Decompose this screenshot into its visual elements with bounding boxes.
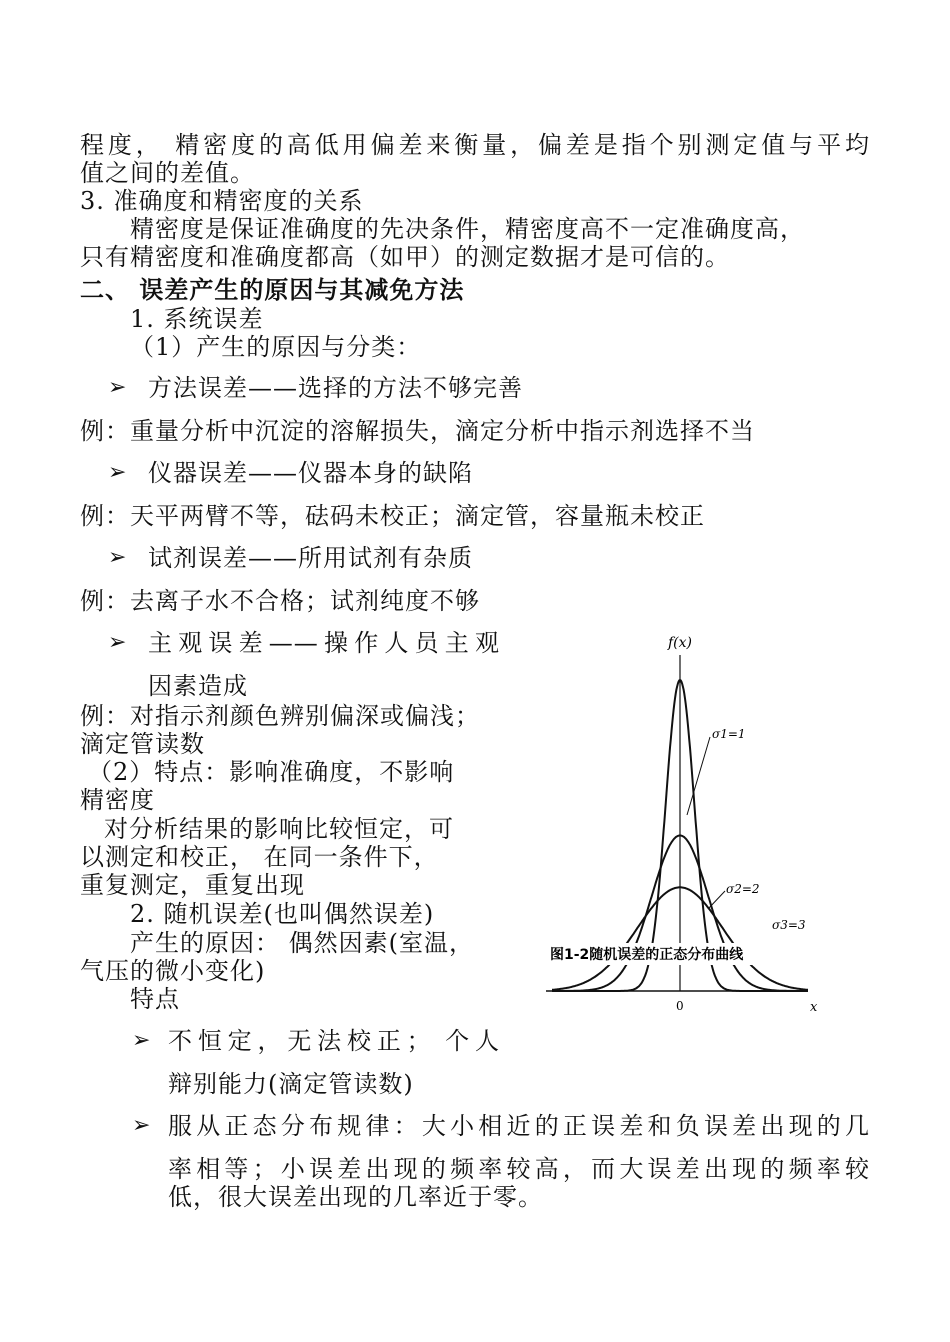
paragraph-line: 对分析结果的影响比较恒定，可 bbox=[104, 815, 454, 843]
bullet-text: 低，很大误差出现的几率近于零。 bbox=[168, 1183, 543, 1211]
chart-title: 图1-2随机误差的正态分布曲线 bbox=[550, 947, 744, 963]
series-label: σ1=1 bbox=[712, 727, 746, 741]
paragraph-line: （2）特点：影响准确度，不影响 bbox=[88, 758, 455, 786]
paragraph-line: 重复测定，重复出现 bbox=[80, 871, 305, 899]
bullet-icon: ➢ bbox=[132, 1028, 151, 1053]
example-line: 例：重量分析中沉淀的溶解损失，滴定分析中指示剂选择不当 bbox=[80, 417, 755, 445]
bullet-text: 辩别能力(滴定管读数) bbox=[168, 1070, 414, 1098]
paragraph-line: 以测定和校正， 在同一条件下， bbox=[80, 843, 439, 871]
y-axis-label: f(x) bbox=[668, 635, 693, 651]
series-label: σ3=3 bbox=[772, 918, 806, 932]
bullet-text: 因素造成 bbox=[148, 672, 248, 700]
example-line: 例：对指示剂颜色辨别偏深或偏浅； bbox=[80, 702, 480, 730]
paragraph-line: 值之间的差值。 bbox=[80, 159, 255, 187]
paragraph-line: 特点 bbox=[130, 985, 180, 1013]
bullet-icon: ➢ bbox=[108, 545, 127, 570]
paragraph-line: 只有精密度和准确度都高（如甲）的测定数据才是可信的。 bbox=[80, 243, 730, 271]
x-tick-label: 0 bbox=[676, 999, 684, 1013]
x-axis-label: x bbox=[810, 1000, 818, 1015]
bullet-text: 主观误差——操作人员主观 bbox=[148, 629, 500, 657]
normal-distribution-chart bbox=[540, 625, 830, 1020]
bullet-text: 方法误差——选择的方法不够完善 bbox=[148, 374, 523, 402]
paragraph-line: 精密度 bbox=[80, 786, 155, 814]
section-heading: 二、 误差产生的原因与其减免方法 bbox=[80, 276, 465, 304]
example-line: 例：去离子水不合格；试剂纯度不够 bbox=[80, 587, 480, 615]
subheading: （1）产生的原因与分类： bbox=[130, 333, 422, 361]
example-line: 滴定管读数 bbox=[80, 730, 205, 758]
bullet-icon: ➢ bbox=[108, 375, 127, 400]
bullet-text: 试剂误差——所用试剂有杂质 bbox=[148, 544, 473, 572]
bullet-icon: ➢ bbox=[108, 630, 127, 655]
paragraph-line: 气压的微小变化) bbox=[80, 957, 266, 985]
subheading: 2. 随机误差(也叫偶然误差) bbox=[130, 900, 435, 928]
paragraph-line: 程度， 精密度的高低用偏差来衡量，偏差是指个别测定值与平均 bbox=[80, 131, 870, 159]
heading-3: 3. 准确度和精密度的关系 bbox=[80, 187, 364, 215]
bullet-text: 服从正态分布规律：大小相近的正误差和负误差出现的几 bbox=[168, 1112, 870, 1140]
paragraph-line: 精密度是保证准确度的先决条件，精密度高不一定准确度高， bbox=[130, 215, 805, 243]
bullet-icon: ➢ bbox=[132, 1113, 151, 1138]
leader-line bbox=[708, 891, 725, 909]
example-line: 例：天平两臂不等，砝码未校正；滴定管，容量瓶未校正 bbox=[80, 502, 705, 530]
bullet-text: 率相等；小误差出现的频率较高，而大误差出现的频率较 bbox=[168, 1155, 870, 1183]
subheading: 1. 系统误差 bbox=[130, 305, 264, 333]
bullet-text: 不恒定，无法校正； 个人 bbox=[168, 1027, 500, 1055]
bullet-icon: ➢ bbox=[108, 460, 127, 485]
series-label: σ2=2 bbox=[726, 882, 760, 896]
bullet-text: 仪器误差——仪器本身的缺陷 bbox=[148, 459, 473, 487]
paragraph-line: 产生的原因： 偶然因素(室温， bbox=[130, 929, 474, 957]
